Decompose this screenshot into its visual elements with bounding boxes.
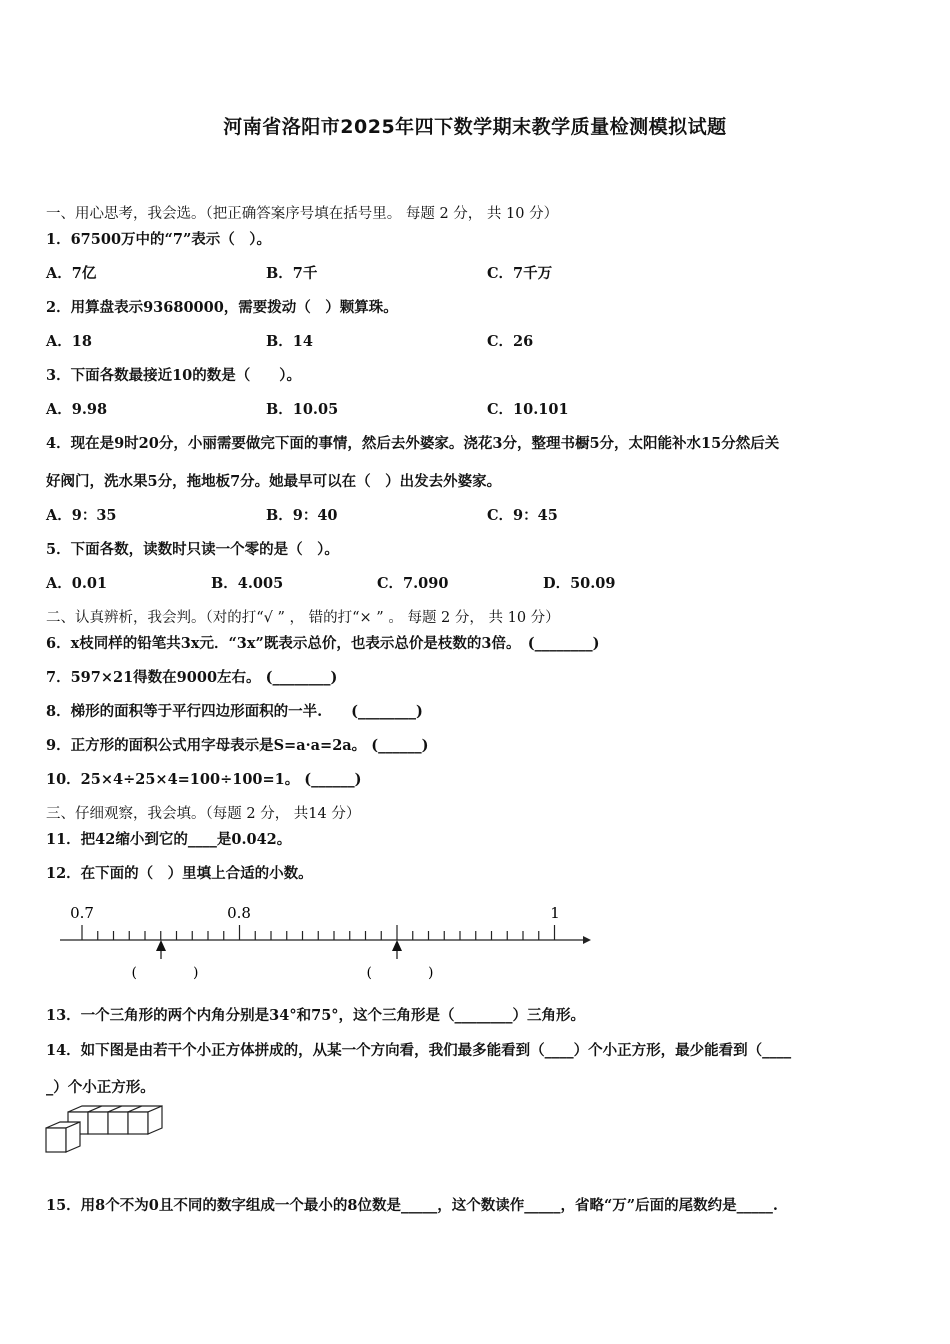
q5-option-c: C．7.090 (377, 575, 449, 592)
section3-heading: 三、仔细观察，我会填。（每题 2 分， 共14 分） (46, 806, 361, 822)
q4-option-c: C．9：45 (487, 507, 558, 524)
up-arrow-icon (156, 940, 166, 959)
q1-option-c: C．7千万 (487, 265, 553, 282)
q3-option-c: C．10.101 (487, 401, 569, 418)
question-5: 5．下面各数，读数时只读一个零的是（ ）。 (46, 541, 339, 558)
question-8: 8．梯形的面积等于平行四边形面积的一半. (________) (46, 703, 423, 720)
number-line-arrowhead (583, 936, 591, 944)
question-3: 3．下面各数最接近10的数是（ ）。 (46, 367, 302, 384)
up-arrow-icon (392, 940, 402, 959)
question-2: 2．用算盘表示93680000，需要拨动（ ）颗算珠。 (46, 299, 398, 316)
q4-option-b: B．9：40 (266, 507, 338, 524)
q1-option-b: B．7千 (266, 265, 318, 282)
question-10: 10．25×4÷25×4=100÷100=1。 (______) (46, 771, 362, 788)
q5-option-b: B．4.005 (211, 575, 284, 592)
number-line-figure (55, 895, 600, 990)
question-13: 13．一个三角形的两个内角分别是34°和75°，这个三角形是（________）三角形。 (46, 1007, 586, 1024)
q1-option-a: A．7亿 (46, 265, 97, 282)
question-12: 12．在下面的（ ）里填上合适的小数。 (46, 865, 313, 882)
q5-option-d: D．50.09 (543, 575, 616, 592)
question-4-line2: 好阀门，洗水果5分，拖地板7分。她最早可以在（ ）出发去外婆家。 (46, 473, 502, 490)
q2-option-a: A．18 (46, 333, 92, 350)
q5-option-a: A．0.01 (46, 575, 108, 592)
section1-heading: 一、用心思考，我会选。（把正确答案序号填在括号里。 每题 2 分， 共 10 分） (46, 206, 559, 222)
question-4-line1: 4．现在是9时20分，小丽需要做完下面的事情，然后去外婆家。浇花3分，整理书橱5分，太阳能补水15分然后关 (46, 435, 780, 452)
number-line-label-start: 0.7 (70, 904, 94, 922)
question-14-line2: _）个小正方形。 (46, 1079, 155, 1096)
answer-paren-1: ( ) (131, 965, 199, 981)
q3-option-a: A．9.98 (46, 401, 108, 418)
q2-option-b: B．14 (266, 333, 313, 350)
q4-option-a: A．9：35 (46, 507, 117, 524)
question-14-line1: 14．如下图是由若干个小正方体拼成的，从某一个方向看，我们最多能看到（____）个小正方形，最少能看到（____ (46, 1042, 792, 1059)
question-1: 1．67500万中的“7”表示（ ）。 (46, 231, 272, 248)
q2-option-c: C．26 (487, 333, 534, 350)
number-line-ticks (82, 925, 555, 940)
number-line-label-mid: 0.8 (227, 904, 251, 922)
question-15: 15．用8个不为0且不同的数字组成一个最小的8位数是_____，这个数读作_____，省略“万”后面的尾数约是_____. (46, 1197, 778, 1214)
q3-option-b: B．10.05 (266, 401, 339, 418)
section2-heading: 二、认真辨析，我会判。（对的打“√ ” ， 错的打“× ” 。 每题 2 分， 共 10 分） (46, 610, 560, 626)
question-6: 6．x枝同样的铅笔共3x元．“3x”既表示总价，也表示总价是枝数的3倍。 (________) (46, 635, 600, 652)
question-11: 11．把42缩小到它的____是0.042。 (46, 831, 292, 848)
question-7: 7．597×21得数在9000左右。 (________) (46, 669, 338, 686)
answer-paren-2: ( ) (366, 965, 434, 981)
cubes-figure (44, 1104, 174, 1156)
page-title: 河南省洛阳市2025年四下数学期末教学质量检测模拟试题 (223, 116, 727, 138)
question-9: 9．正方形的面积公式用字母表示是S=a·a=2a。 (______) (46, 737, 429, 754)
number-line-label-end: 1 (550, 904, 560, 922)
